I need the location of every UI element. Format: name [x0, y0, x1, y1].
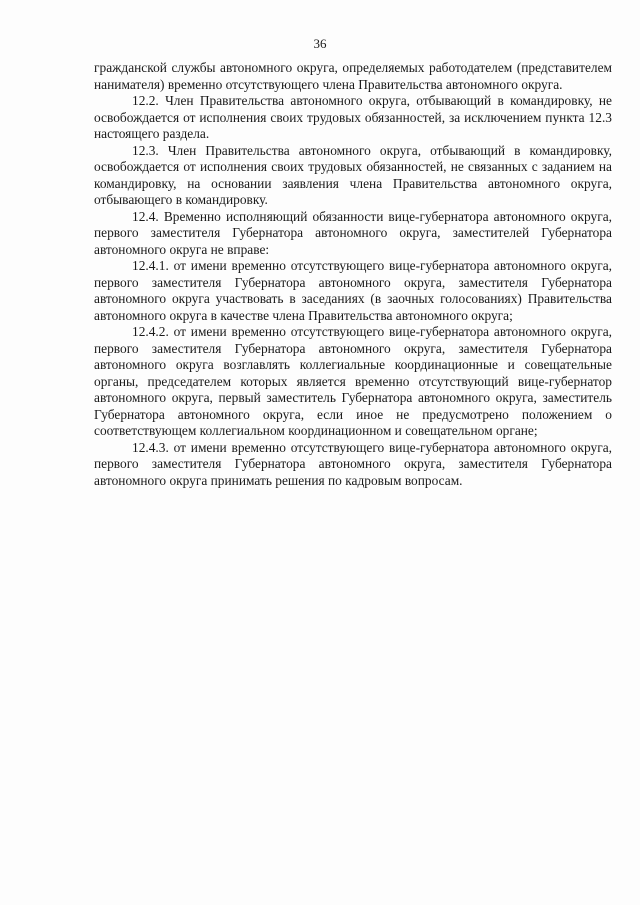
paragraph-12-4: 12.4. Временно исполняющий обязанности вице-губернатора автономного округа, первого заместителя Губернатора автономного округа, заместителей Губернатора автономного округа не вправе: [94, 208, 612, 257]
page-number: 36 [313, 36, 327, 51]
paragraph-12-4-3: 12.4.3. от имени временно отсутствующего вице-губернатора автономного округа, первого заместителя Губернатора автономного округа, заместителя Губернатора автономного округа принимать решения по кадровым вопросам. [94, 439, 612, 488]
paragraph-12-3: 12.3. Член Правительства автономного округа, отбывающий в командировку, освобождается от исполнения своих трудовых обязанностей, не связанных с заданием на командировку, на основании заявления члена Правительства автономного округа, отбывающего в командировку. [94, 142, 612, 207]
paragraph-12-4-2: 12.4.2. от имени временно отсутствующего вице-губернатора автономного округа, первого заместителя Губернатора автономного округа, заместителя Губернатора автономного округа возглавлять коллегиальные координационные и совещательные органы, председателем которых является временно отсутствующий вице-губернатор автономного округа, первый заместитель Губернатора автономного округа, заместитель Губернатора автономного округа, если иное не предусмотрено положением о соответствующем коллегиальном координационном и совещательном органе; [94, 324, 612, 438]
paragraph-12-4-1: 12.4.1. от имени временно отсутствующего вице-губернатора автономного округа, первого заместителя Губернатора автономного округа, заместителя Губернатора автономного округа участвовать в заседаниях (в заочных голосованиях) Правительства автономного округа в качестве члена Правительства автономного округа; [94, 258, 612, 323]
paragraph-continuation: гражданской службы автономного округа, определяемых работодателем (представителем нанимателя) временно отсутствующего члена Правительства автономного округа. [94, 60, 612, 92]
paragraph-12-2: 12.2. Член Правительства автономного округа, отбывающий в командировку, не освобождается от исполнения своих трудовых обязанностей, за исключением пункта 12.3 настоящего раздела. [94, 93, 612, 141]
document-body [94, 60, 612, 489]
